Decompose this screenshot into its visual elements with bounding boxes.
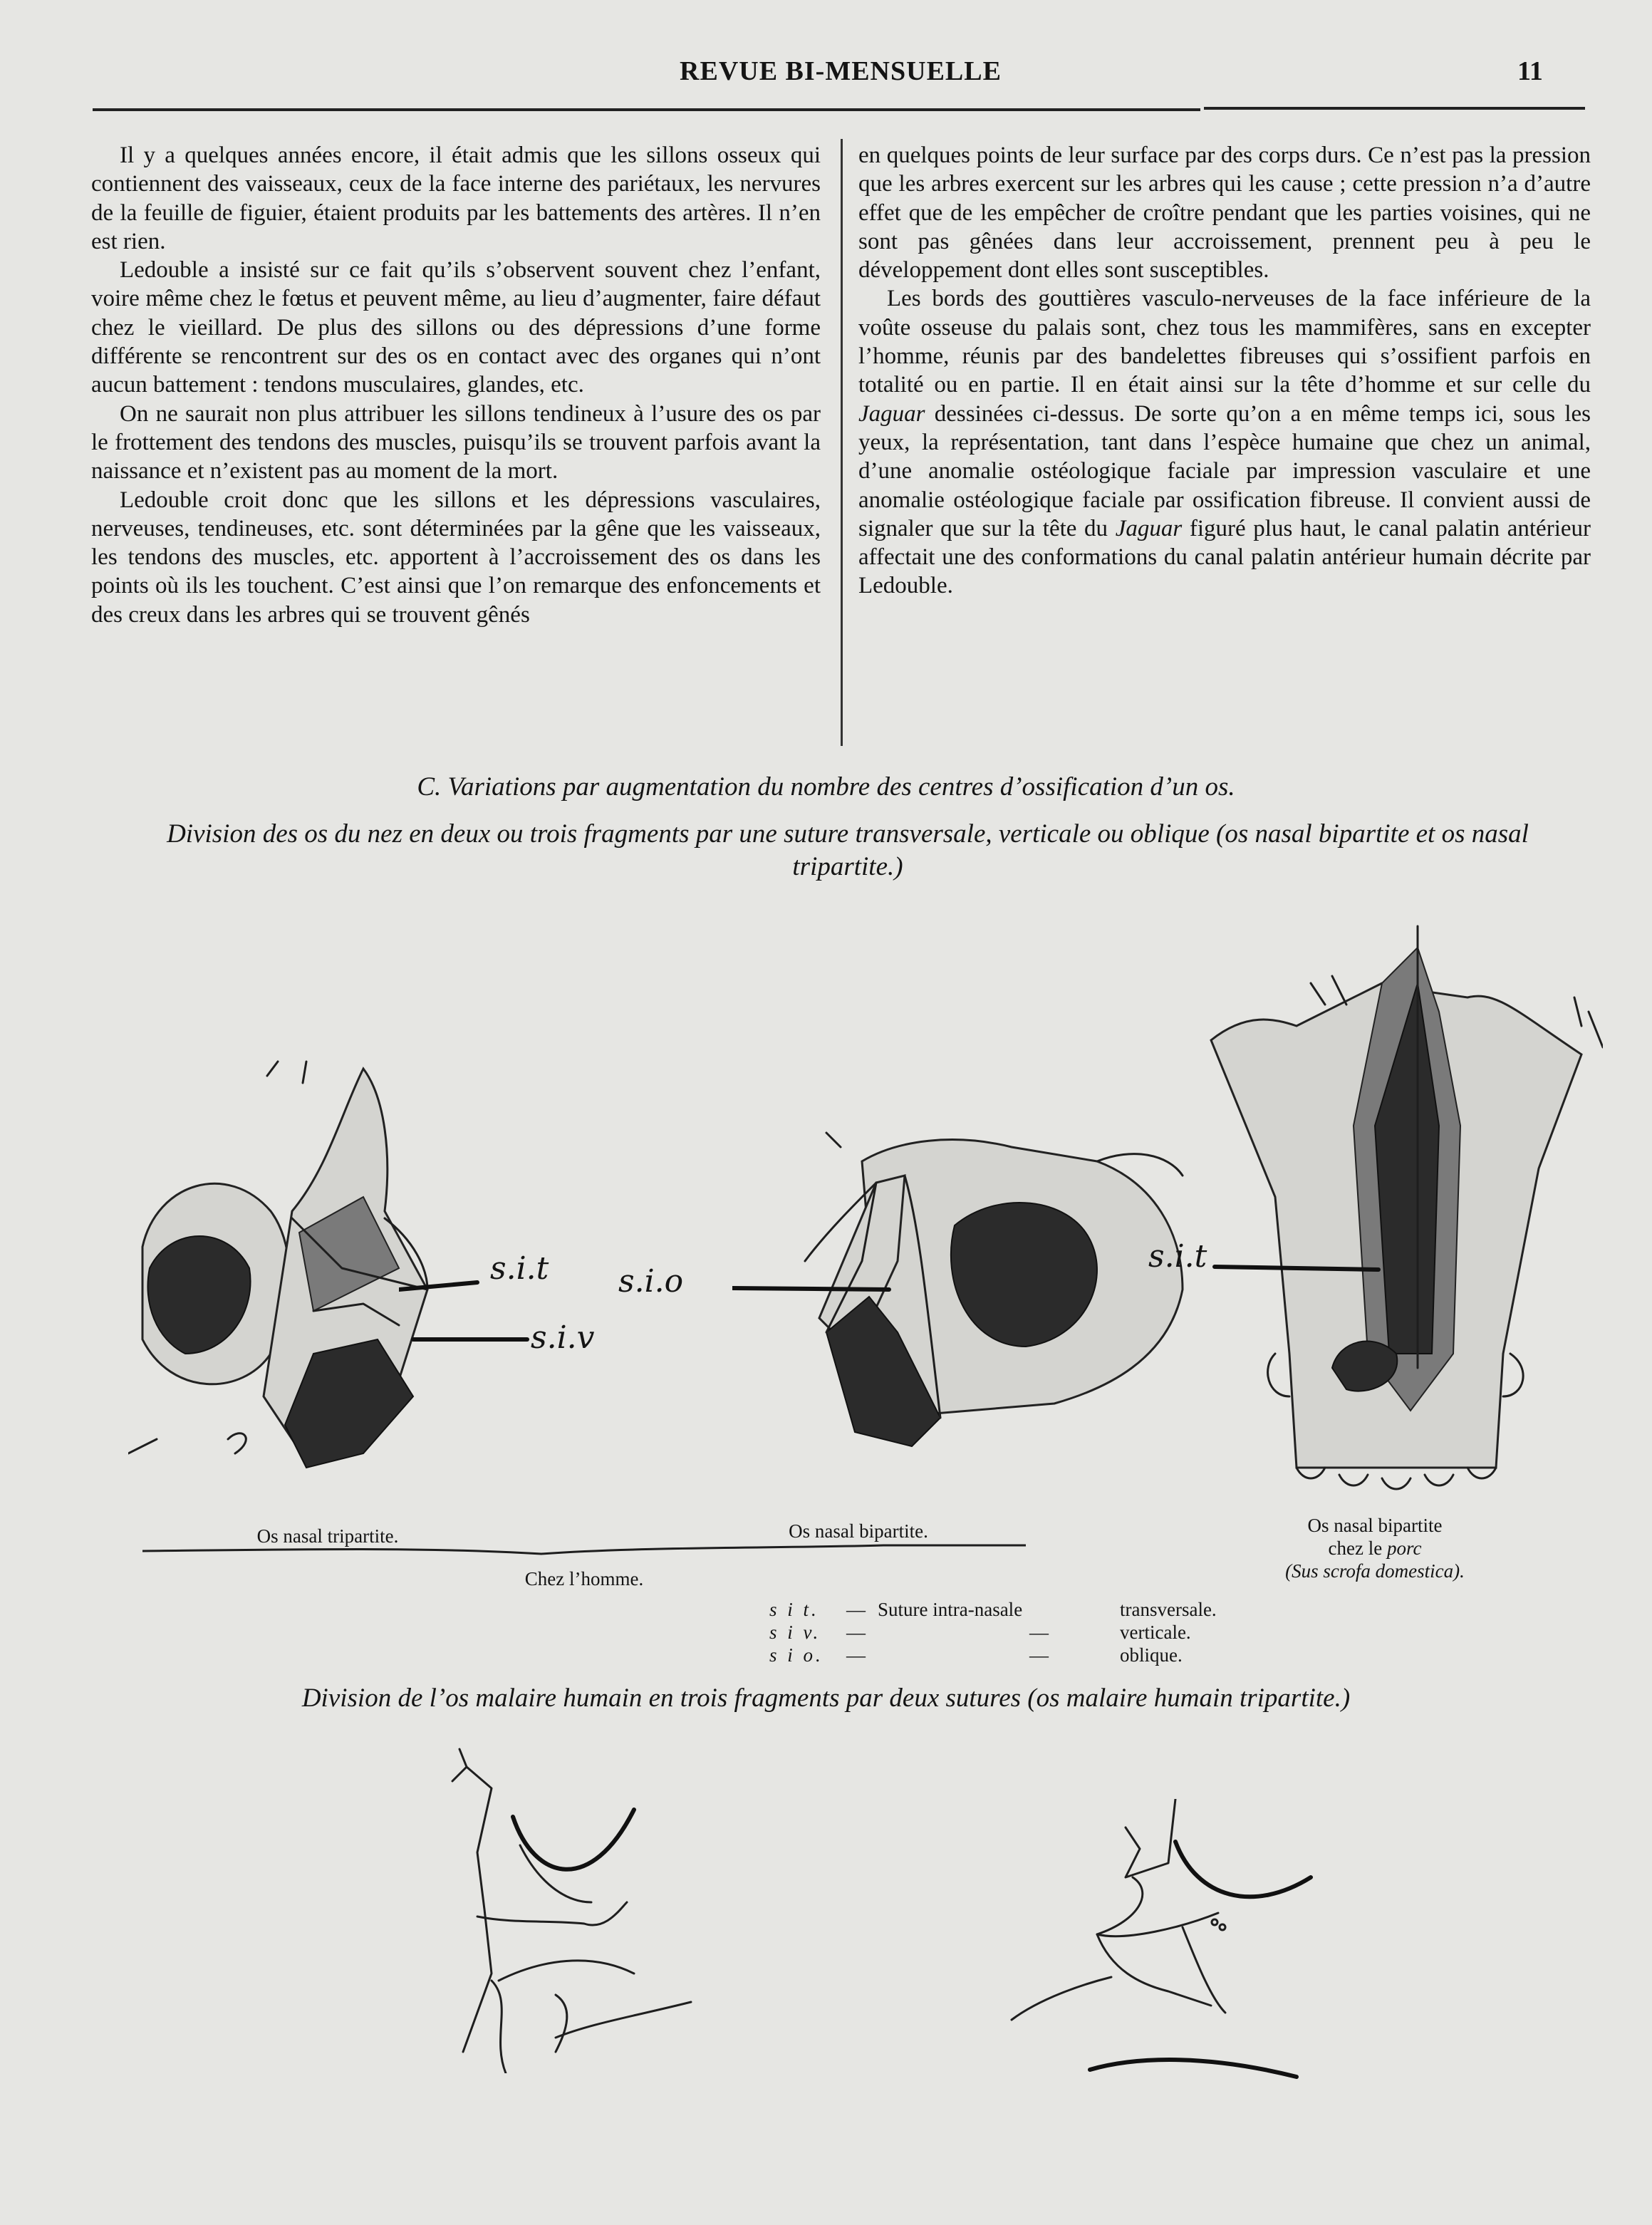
label-pig-line2 (1225, 1537, 1524, 1560)
page-number: 11 (1517, 56, 1543, 86)
label-pig-caption (1225, 1514, 1524, 1582)
legend-text: Suture intra-nasale (878, 1599, 1023, 1620)
legend-term: verticale. (1120, 1622, 1191, 1643)
section-heading: C. Variations par augmentation du nombre des centres d’ossification d’un os. (417, 772, 1235, 802)
drawing-human-nasal-bipartite (798, 1119, 1197, 1489)
legend-term: oblique. (1120, 1644, 1183, 1666)
label-pig-line1: Os nasal bipartite (1307, 1515, 1443, 1536)
column-separator (841, 139, 843, 746)
label-pig-line2-porc: porc (1386, 1537, 1422, 1559)
label-pig-line3: (Sus scrofa domestica). (1285, 1560, 1465, 1582)
right-paragraph-2-part-a: Les bords des gouttières vasculo-nerveuses de la face inférieure de la voûte osseuse du palais sont, chez tous les mammifères, sans en excepter l’homme, réunis par des bandelettes fibreuses qui s’ossifient parfois en totalité ou en partie. Il en était ainsi sur la tête d’homme et sur celle du (858, 286, 1591, 398)
right-paragraph-2-part-b: dessinées ci-dessus. De sorte qu’on a en même temps ici, sous les yeux, la représentation, tant dans l’espèce humaine que chez un animal, d’une anomalie ostéologique faciale par impression vasculaire et une anomalie ostéologique faciale par ossification fibreuse. Il convient aussi de signaler que sur la tête du (858, 400, 1591, 541)
right-paragraph-2 (858, 284, 1591, 600)
label-chez-homme: Chez l’homme. (524, 1568, 644, 1589)
right-paragraph-2-part-c: figuré plus haut, le canal palatin antérieur affectait une des conformations du canal palatin antérieur humain décrite par Ledouble. (858, 515, 1591, 599)
left-paragraph-2: Ledouble a insisté sur ce fait qu’ils s’observent souvent chez l’enfant, voire même chez le fœtus et peuvent même, au lieu d’augmenter, faire défaut chez le vieillard. De plus des sillons ou des dépressions d’une forme différente se rencontrent sur des os en contact avec des organes qui n’ont aucun battement : tendons musculaires, glandes, etc. (91, 257, 821, 398)
left-text-column (91, 141, 821, 629)
legend-row-siv (769, 1621, 1217, 1644)
pointer-line-right (1207, 1254, 1393, 1282)
pointer-line-middle (732, 1275, 896, 1304)
header-rule-right (1204, 107, 1585, 110)
legend-dash2 (1063, 1598, 1120, 1621)
legend-term: transversale. (1120, 1599, 1217, 1620)
legend-dash-mid: — (1029, 1644, 1049, 1666)
right-paragraph-1: en quelques points de leur surface par des corps durs. Ce n’est pas la pression que les arbres exercent sur les arbres qui les cause ; cette pression n’a d’autre effet que de les empêcher de croître pendant que les parties voisines, qui ne sont pas gênées dans leur accroissement, prennent peu à peu le développement dont elles sont susceptibles. (858, 142, 1591, 284)
legend-row-sit (769, 1598, 1217, 1621)
legend-abbr: s i v. (769, 1622, 821, 1643)
label-siv-left: s.i.v (531, 1319, 595, 1356)
drawing-pig-nasal-bipartite (1204, 912, 1603, 1503)
legend-abbr: s i t. (769, 1599, 819, 1620)
legend-dash: — (846, 1599, 866, 1620)
label-os-nasal-bipartite: Os nasal bipartite. (789, 1520, 928, 1542)
legend-dash-mid: — (1029, 1622, 1049, 1643)
legend-row-sio (769, 1644, 1217, 1666)
jaguar-term-1: Jaguar (858, 400, 925, 427)
drawing-malar-tripartite-left (449, 1738, 705, 2073)
figure-1-caption: Division des os du nez en deux ou trois fragments par une suture transversale, verticale ou oblique (os nasal bipartite et os nasal tripartite.) (167, 819, 1529, 881)
left-paragraph-3: On ne saurait non plus attribuer les sillons tendineux à l’usure des os par le frottement des tendons des muscles, puisqu’ils se trouvent parfois avant la naissance et n’existent pas au moment de la mort. (91, 400, 821, 484)
left-paragraph-4: Ledouble croit donc que les sillons et les dépressions vasculaires, nerveuses, tendineuses, etc. sont déterminées par la gêne que les vaisseaux, les tendons des muscles, etc. apportent à l’accroissement des os dans les points où ils les touchent. C’est ainsi que l’on remarque des enfoncements et des creux dans les arbres qui se trouvent gênés (91, 487, 821, 628)
header-rule-left (93, 108, 1200, 111)
legend-dash: — (846, 1644, 866, 1666)
label-sit-right: s.i.t (1148, 1238, 1207, 1275)
legend-spacer (1063, 1621, 1120, 1644)
brace-chez-homme (142, 1541, 1026, 1562)
drawing-malar-tripartite-right (997, 1799, 1325, 2084)
figure-2-caption: Division de l’os malaire humain en trois fragments par deux sutures (os malaire humain tripartite.) (301, 1684, 1351, 1713)
label-os-nasal-tripartite: Os nasal tripartite. (256, 1525, 399, 1547)
abbreviation-legend (769, 1598, 1217, 1666)
running-header-title: REVUE BI-MENSUELLE (680, 56, 1002, 86)
legend-spacer (1063, 1644, 1120, 1666)
legend-abbr: s i o. (769, 1644, 824, 1666)
label-sit-left: s.i.t (490, 1250, 549, 1287)
left-paragraph-1: Il y a quelques années encore, il était admis que les sillons osseux qui contiennent des vaisseaux, ceux de la face interne des pariétaux, les nervures de la feuille de figuier, étaient produits par les battements des artères. Il n’en est rien. (91, 142, 821, 254)
label-sio-middle: s.i.o (618, 1263, 684, 1300)
jaguar-term-2: Jaguar (1115, 515, 1183, 541)
label-pig-line2-prefix: chez le (1328, 1537, 1387, 1559)
right-text-column (858, 141, 1591, 601)
legend-dash: — (846, 1622, 866, 1643)
